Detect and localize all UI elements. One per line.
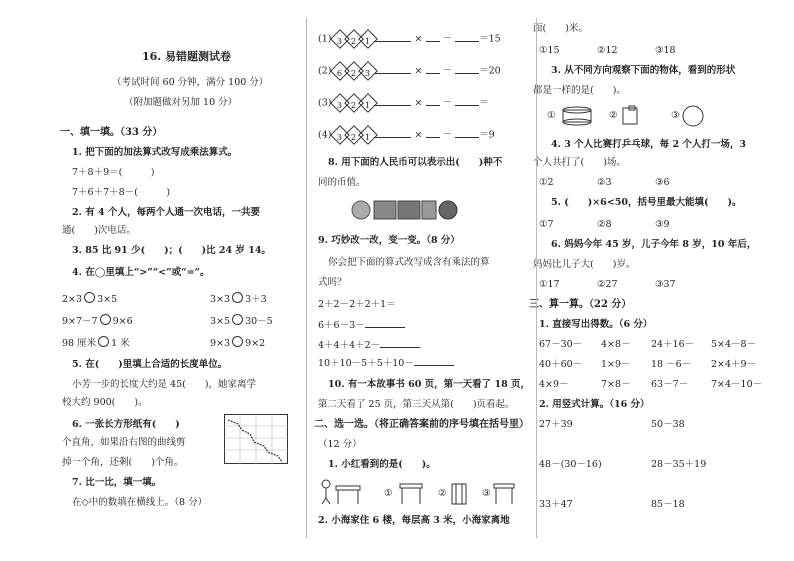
compare-left: 3×5 [210,316,231,327]
vertical-calc: 50－38 [651,419,685,430]
compare-left: 2×3 [62,294,83,305]
compare-left: 98 厘米 [62,338,97,349]
middle-column [314,0,531,561]
q9-text: 9. 巧妙改一改，变一变。（8 分） [318,235,460,246]
right-column [529,0,787,561]
s5-text: 5. ( )×6<50，括号里最大能填( )。 [551,197,742,208]
money-figure [350,198,460,222]
q7-text: 7. 比一比，填一填。 [72,477,162,488]
s4b-text: 个人共打了( )场。 [533,157,626,168]
diamond-row-1: (1) 3 2 1 × － ＝15 [318,30,501,48]
q2b-text: 通( )次电话。 [62,225,136,236]
calc-cell: 5×4－8－ [711,339,757,350]
q5a-text: 小芳一步的长度大约是 45( )，她家离学 [72,379,257,390]
s1-text: 1. 小红看到的是( )。 [328,459,436,470]
q8-text: 8. 用下面的人民币可以表示出( )种不 [328,157,503,168]
vertical-calc: 27＋39 [539,419,573,430]
solid-shapes-figure [547,104,707,128]
diamond-digits: 3 2 1 [331,126,375,144]
compare-circle[interactable] [232,292,243,303]
q1b-text: 7＋6＋7＋8－( ) [72,187,171,198]
answer-blank[interactable] [455,96,479,106]
q6b-text: 个直角，如果沿右图的曲线剪 [62,437,186,448]
answer-blank[interactable] [375,32,411,42]
option-1[interactable]: ① [384,488,393,499]
compare-right: 30－5 [245,316,273,327]
q9-row-1: 2＋2－2＋2＋1＝ [318,299,396,310]
s6-text: 6. 妈妈今年 45 岁，儿子今年 8 岁，10 年后， [551,239,757,250]
s3-text: 3. 从不同方向观察下面的物体，看到的形状 [551,65,736,76]
s5-option-1[interactable]: ①7 [539,219,554,230]
s6-option-3[interactable]: ③37 [655,279,676,290]
s4-option-3[interactable]: ③6 [655,177,670,188]
s5-option-3[interactable]: ③9 [655,219,670,230]
calc-cell: 18 －6－ [651,359,692,370]
q1a-text: 7＋8＋9＝( ) [72,167,155,178]
calc-cell: 7×8－ [601,379,631,390]
calc-cell: 40＋60－ [539,359,583,370]
answer-blank[interactable] [375,96,411,106]
compare-right: 3×5 [97,294,118,305]
diamond-row-3: (3) 3 2 1 × － ＝ [318,94,489,112]
q3-text: 3. 85 比 91 少( )；( )比 24 岁 14。 [72,245,271,256]
compare-circle[interactable] [232,336,243,347]
compare-row-1b [210,292,267,306]
s3-option-1[interactable]: ① [547,110,556,121]
s2b-text: 面( )米。 [533,23,588,34]
bonus-note: （附加题做对另加 10 分） [124,97,238,108]
diamond-row-4: (4) 3 2 1 × － ＝9 [318,126,495,144]
section-choose-points: （12 分） [318,439,362,450]
calc-cell: 4×8－ [601,339,631,350]
q10-text: 10. 有一本故事书 60 页，第一天看了 18 页， [328,379,531,390]
c2-text: 2. 用竖式计算。（16 分） [539,399,650,410]
s3-option-3[interactable]: ③ [671,110,680,121]
compare-row-3 [62,336,130,350]
s2-option-2[interactable]: ②12 [597,45,618,56]
answer-blank[interactable] [426,128,440,138]
vertical-calc: 85－18 [651,499,685,510]
calc-cell: 1×9－ [601,359,631,370]
section-fill-title: 一、填一填。（33 分） [60,127,163,138]
answer-blank[interactable] [426,64,440,74]
compare-left: 9×3 [210,338,231,349]
answer-blank[interactable] [426,96,440,106]
page-title: 16. 易错题测试卷 [142,50,231,63]
option-3[interactable]: ③ [482,488,491,499]
compare-right: 3＋3 [245,294,267,305]
compare-right: 9×2 [245,338,266,349]
compare-left: 9×7－7 [62,316,98,327]
c1-text: 1. 直接写出得数。（6 分） [539,319,653,330]
q7b-text: 在◇中的数填在横线上。（8 分） [72,497,208,508]
q9c-text: 式吗？ [318,277,347,288]
q9-row-2: 6＋6－3－ [318,318,405,332]
answer-blank[interactable] [455,64,479,74]
compare-circle[interactable] [84,292,95,303]
calc-cell: 2×4＋9－ [711,359,757,370]
diamond-row-2: (2) 6 2 3 × － ＝20 [318,62,501,80]
column-divider [306,18,307,538]
s2-option-3[interactable]: ③18 [655,45,676,56]
q6-text: 6. 一张长方形纸有( ) [72,419,180,430]
compare-circle[interactable] [100,314,111,325]
answer-blank[interactable] [375,128,411,138]
diamond-digits: 3 2 1 [331,94,375,112]
s2-option-1[interactable]: ①15 [539,45,560,56]
answer-blank[interactable] [426,32,440,42]
compare-right: 9×6 [112,316,133,327]
compare-row-2 [62,314,133,328]
answer-blank[interactable] [365,318,405,328]
s6-option-1[interactable]: ①17 [539,279,560,290]
q10b-text: 第二天看了 25 页，第三天从第( )页看起。 [318,399,515,410]
vertical-calc: 33＋47 [539,499,573,510]
compare-right: 1 米 [111,338,130,349]
s6b-text: 妈妈比儿子大( )岁。 [533,259,636,270]
compare-left: 3×3 [210,294,231,305]
paper-cut-figure [224,414,288,464]
column-divider [536,18,537,538]
s4-option-2[interactable]: ②3 [597,177,612,188]
diamond-digits: 3 2 1 [331,30,375,48]
q5b-text: 校大约 900( )。 [62,397,148,408]
calc-cell: 24＋16－ [651,339,695,350]
q9-row-4: 10＋10－5＋5＋10－ [318,356,454,370]
calc-cell: 67－30－ [539,339,583,350]
q6c-text: 掉一个角，还剩( )个角。 [62,457,184,468]
compare-circle[interactable] [98,336,109,347]
s5-option-2[interactable]: ②8 [597,219,612,230]
answer-blank[interactable] [380,338,420,348]
q2-text: 2. 有 4 个人，每两个人通一次电话，一共要 [72,207,260,218]
q5-text: 5. 在( )里填上合适的长度单位。 [72,359,228,370]
q8b-text: 同的币值。 [318,177,366,188]
answer-blank[interactable] [455,128,479,138]
compare-circle[interactable] [232,314,243,325]
compare-row-1 [62,292,117,306]
q1-text: 1. 把下面的加法算式改写成乘法算式。 [72,147,238,158]
calc-cell: 63－7－ [651,379,689,390]
answer-blank[interactable] [375,64,411,74]
calc-cell: 4×9－ [539,379,569,390]
left-column [62,0,300,561]
vertical-calc: 28－35＋19 [651,459,707,470]
section-choose-title: 二、选一选。（将正确答案前的序号填在括号里） [314,419,529,430]
q4-text: 4. 在◯里填上“>”“<”或“=”。 [72,267,210,278]
answer-blank[interactable] [455,32,479,42]
calc-cell: 7×4－10－ [711,379,763,390]
q9b-text: 你会把下面的算式改写成含有乘法的算 [328,257,490,268]
s3b-text: 都是一样的是( )。 [533,85,626,96]
s4-option-1[interactable]: ①2 [539,177,554,188]
time-note: （考试时间 60 分钟，满分 100 分） [112,77,269,88]
section-calc-title: 三、算一算。（22 分） [529,299,632,310]
compare-row-3b [210,336,265,350]
s3-option-2[interactable]: ② [609,110,618,121]
diamond-digits: 6 2 3 [331,62,375,80]
option-2[interactable]: ② [438,488,447,499]
s4-text: 4. 3 个人比赛打乒乓球，每 2 个人打一场，3 [551,139,746,150]
answer-blank[interactable] [414,356,454,366]
q9-row-3: 4＋4＋4＋2－ [318,338,420,352]
s2-text: 2. 小海家住 6 楼，每层高 3 米，小海家离地 [318,515,510,526]
compare-row-2b [210,314,273,328]
vertical-calc: 48－(30－16) [539,459,602,470]
s6-option-2[interactable]: ②27 [597,279,618,290]
